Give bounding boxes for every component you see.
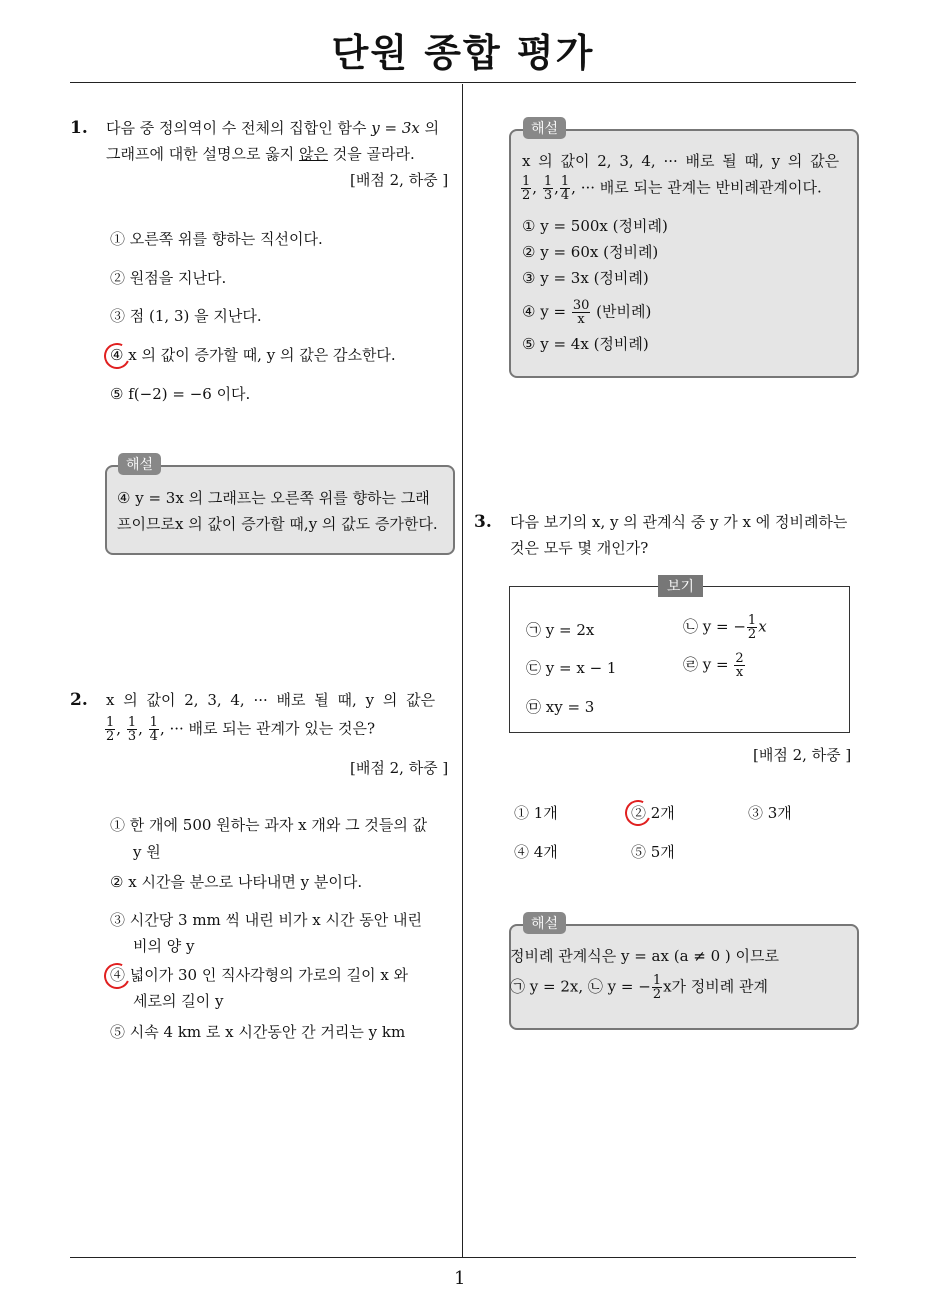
footer-rule <box>70 1257 856 1258</box>
q2-option-5[interactable]: ⑤ 시속 4 km 로 x 시간동안 간 거리는 y km <box>110 1023 406 1041</box>
q2-option-1[interactable]: ① 한 개에 500 원하는 과자 x 개와 그 것들의 값 <box>110 816 428 834</box>
column-divider <box>462 84 463 1257</box>
page-number: 1 <box>454 1268 466 1289</box>
q2-frac-3: $\frac{1}{4}$ <box>149 715 158 744</box>
q3-example-d: ㉣ y = $\frac{2}{x}$ <box>683 651 744 680</box>
q3-solution-line1: 정비례 관계식은 y = ax (a ≠ 0 ) 이므로 <box>510 947 780 965</box>
q2-option-1-cont: y 원 <box>133 843 161 861</box>
q3-number: 3. <box>474 512 492 532</box>
q2-sol-frac-2: $\frac{1}{3}$ <box>543 174 553 203</box>
q1-number: 1. <box>70 118 88 138</box>
q3-option-4[interactable]: ④ 4개 <box>514 843 558 861</box>
q2-score: [배점 2, 하중 ] <box>350 759 449 777</box>
q3-option-3[interactable]: ③ 3개 <box>748 804 792 822</box>
q3-option-2[interactable]: ② 2개 <box>631 804 675 822</box>
q2-solution-tag: 해설 <box>523 117 566 139</box>
q2-sol-frac-30x: $\frac{30}{x}$ <box>572 298 590 327</box>
q1-text-line2: 그래프에 대한 설명으로 옳지 않은 것을 골라라. <box>106 145 415 163</box>
q1-option-1[interactable]: ① 오른쪽 위를 향하는 직선이다. <box>110 230 323 248</box>
q2-option-4-cont: 세로의 길이 y <box>133 992 224 1010</box>
q1-option-3[interactable]: ③ 점 (1, 3) 을 지난다. <box>110 307 262 325</box>
q2-number: 2. <box>70 690 88 710</box>
q2-option-2[interactable]: ② x 시간을 분으로 나타내면 y 분이다. <box>110 873 363 891</box>
q2-frac-1: $\frac{1}{2}$ <box>106 715 115 744</box>
q1-option-2[interactable]: ② 원점을 지난다. <box>110 269 227 287</box>
q3-example-e: ㉤ xy = 3 <box>526 698 595 716</box>
q1-solution-line1: ④ y = 3x 의 그래프는 오른쪽 위를 향하는 그래 <box>117 489 430 507</box>
q2-solution-item-3: ③ y = 3x (정비례) <box>522 269 649 287</box>
q3-option-1[interactable]: ① 1개 <box>514 804 558 822</box>
q2-solution-item-1: ① y = 500x (정비례) <box>522 217 668 235</box>
q1-option-5[interactable]: ⑤ f(−2) = −6 이다. <box>110 385 251 403</box>
q3-solution-tag: 해설 <box>523 912 566 934</box>
q3-solution-line2: ㉠ y = 2x, ㉡ y = − $\frac{1}{2}$ x가 정비례 관계 <box>510 973 769 1002</box>
answer-mark-circle <box>621 796 654 829</box>
q1-solution-tag: 해설 <box>118 453 161 475</box>
q2-solution-item-5: ⑤ y = 4x (정비례) <box>522 335 649 353</box>
title-rule <box>70 82 856 83</box>
q1-option-4[interactable]: ④ x 의 값이 증가할 때, y 의 값은 감소한다. <box>110 346 396 364</box>
q2-solution-line2: $\frac{1}{2}$ , $\frac{1}{3}$ , $\frac{1}{4}$ , ··· 배로 되는 관계는 반비례관계이다. <box>522 174 822 203</box>
q2-sol-frac-1: $\frac{1}{2}$ <box>522 174 531 203</box>
q3-example-a: ㉠ y = 2x <box>526 621 595 639</box>
q3-frac-2x: $\frac{2}{x}$ <box>735 651 744 680</box>
q3-example-tag: 보기 <box>658 575 703 597</box>
q1-score: [배점 2, 하중 ] <box>350 171 449 189</box>
q2-solution-line1: x 의 값이 2, 3, 4, ··· 배로 될 때, y 의 값은 <box>522 152 840 170</box>
q2-text-line2: $\frac{1}{2}$ , $\frac{1}{3}$ , $\frac{1}{4}$ , ··· 배로 되는 관계가 있는 것은? <box>106 715 376 744</box>
q2-solution-item-2: ② y = 60x (정비례) <box>522 243 659 261</box>
q3-example-c: ㉢ y = x − 1 <box>526 659 617 677</box>
q2-option-3-cont: 비의 양 y <box>133 937 195 955</box>
q3-text-line1: 다음 보기의 x, y 의 관계식 중 y 가 x 에 정비례하는 <box>510 513 848 531</box>
q1-solution-box <box>105 465 455 555</box>
q2-text-line1: x 의 값이 2, 3, 4, ··· 배로 될 때, y 의 값은 <box>106 691 436 709</box>
q3-sol-frac: $\frac{1}{2}$ <box>652 973 662 1002</box>
page-title: 단원 종합 평가 <box>331 31 595 75</box>
q2-option-4[interactable]: ④ 넓이가 30 인 직사각형의 가로의 길이 x 와 <box>110 966 409 984</box>
q2-option-3[interactable]: ③ 시간당 3 mm 씩 내린 비가 x 시간 동안 내린 <box>110 911 422 929</box>
q3-text-line2: 것은 모두 몇 개인가? <box>510 539 649 557</box>
q1-text-line1: 다음 중 정의역이 수 전체의 집합인 함수 y = 3x 의 <box>106 119 440 137</box>
q2-solution-item-4: ④ y = $\frac{30}{x}$ (반비례) <box>522 298 652 327</box>
q3-example-b: ㉡ y = − $\frac{1}{2}$ x <box>683 613 767 642</box>
q3-score: [배점 2, 하중 ] <box>753 746 852 764</box>
q3-frac-half: $\frac{1}{2}$ <box>747 613 757 642</box>
q3-option-5[interactable]: ⑤ 5개 <box>631 843 675 861</box>
q2-sol-frac-3: $\frac{1}{4}$ <box>560 174 570 203</box>
q2-frac-2: $\frac{1}{3}$ <box>127 715 137 744</box>
q1-solution-line2: 프이므로x 의 값이 증가할 때,y 의 값도 증가한다. <box>117 515 438 533</box>
